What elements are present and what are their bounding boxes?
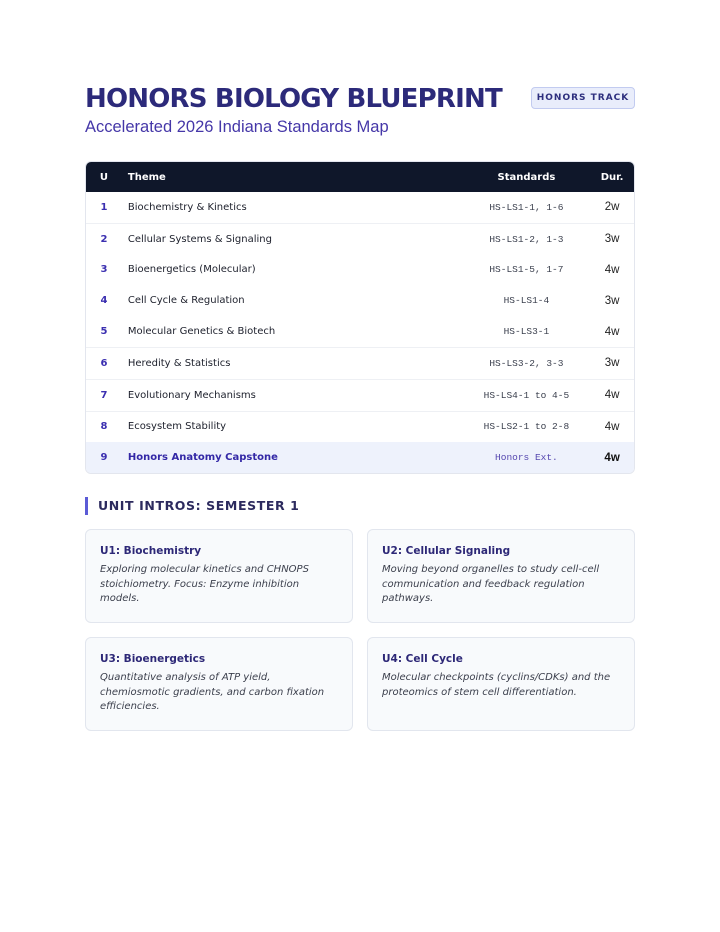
unit-number: 8 [100,421,108,433]
unit-number: 6 [100,357,108,369]
column-header-duration: Dur. [600,171,624,183]
unit-duration: 4w [604,263,620,276]
intro-card-body: Molecular checkpoints (cyclins/CDKs) and the proteomics of stem cell differentiation. [382,672,611,698]
unit-standards: HS-LS1-4 [503,295,550,307]
table-row [86,347,634,379]
intro-card-body: Exploring molecular kinetics and CHNOPS stoichiometry. Focus: Enzyme inhibition models. [100,564,309,604]
intro-card-body: Moving beyond organelles to study cell-cell communication and feedback regulation pathways. [382,564,600,604]
unit-duration: 4w [604,451,620,464]
table-row [86,223,634,255]
unit-standards: HS-LS3-2, 3-3 [489,357,564,369]
column-header-standards: Standards [497,171,556,183]
intro-card-u3 [85,637,353,731]
unit-theme: Cellular Systems & Signaling [127,233,272,245]
page-title: HONORS BIOLOGY BLUEPRINT [85,84,502,114]
intro-card-u2 [367,529,635,623]
unit-standards: HS-LS4-1 to 4-5 [483,389,570,401]
unit-standards: Honors Ext. [495,452,558,464]
unit-theme: Biochemistry & Kinetics [127,201,247,213]
intro-card-title: U4: Cell Cycle [382,653,463,665]
unit-number: 7 [100,389,108,401]
intro-card-body: Quantitative analysis of ATP yield, chemiosmotic gradients, and carbon fixation efficiencies. [100,672,325,712]
unit-standards: HS-LS1-5, 1-7 [489,264,564,276]
table-row [86,285,634,316]
unit-number: 4 [100,295,108,307]
table-row [86,411,634,443]
unit-duration: 4w [604,420,620,433]
unit-number: 9 [100,452,108,464]
unit-duration: 4w [604,325,620,338]
unit-theme: Cell Cycle & Regulation [127,295,245,307]
column-header-unit: U [99,171,108,183]
intro-card-title: U1: Biochemistry [100,545,202,557]
unit-standards: HS-LS3-1 [503,326,550,338]
unit-number: 3 [100,264,108,276]
standards-table [85,161,635,474]
unit-theme: Heredity & Statistics [127,357,231,369]
table-header-row [86,162,634,192]
unit-number: 2 [100,233,108,245]
unit-intros-heading: UNIT INTROS: SEMESTER 1 [85,497,299,515]
unit-theme: Ecosystem Stability [127,421,227,433]
unit-standards: HS-LS1-2, 1-3 [489,233,564,245]
unit-number: 1 [100,201,108,213]
intro-card-u1 [85,529,353,623]
unit-standards: HS-LS1-1, 1-6 [489,201,564,213]
unit-standards: HS-LS2-1 to 2-8 [483,421,570,433]
unit-duration: 2w [604,201,620,214]
unit-theme: Evolutionary Mechanisms [127,389,256,401]
page-subtitle: Accelerated 2026 Indiana Standards Map [85,118,389,136]
unit-duration: 4w [604,389,620,402]
column-header-theme: Theme [127,171,166,183]
table-row [86,379,634,411]
page-header [85,84,635,144]
intro-card-title: U2: Cellular Signaling [382,545,511,557]
table-row [86,192,634,223]
unit-theme: Molecular Genetics & Biotech [127,326,276,338]
unit-duration: 3w [604,357,620,370]
table-row [86,316,634,347]
honors-track-badge: HONORS TRACK [531,87,635,109]
unit-duration: 3w [604,294,620,307]
unit-number: 5 [100,326,108,338]
unit-theme: Honors Anatomy Capstone [127,452,278,464]
intro-card-u4 [367,637,635,731]
intro-card-title: U3: Bioenergetics [100,653,206,665]
unit-duration: 3w [604,233,620,246]
table-row [86,255,634,286]
table-row-capstone [86,442,634,473]
unit-theme: Bioenergetics (Molecular) [127,264,256,276]
